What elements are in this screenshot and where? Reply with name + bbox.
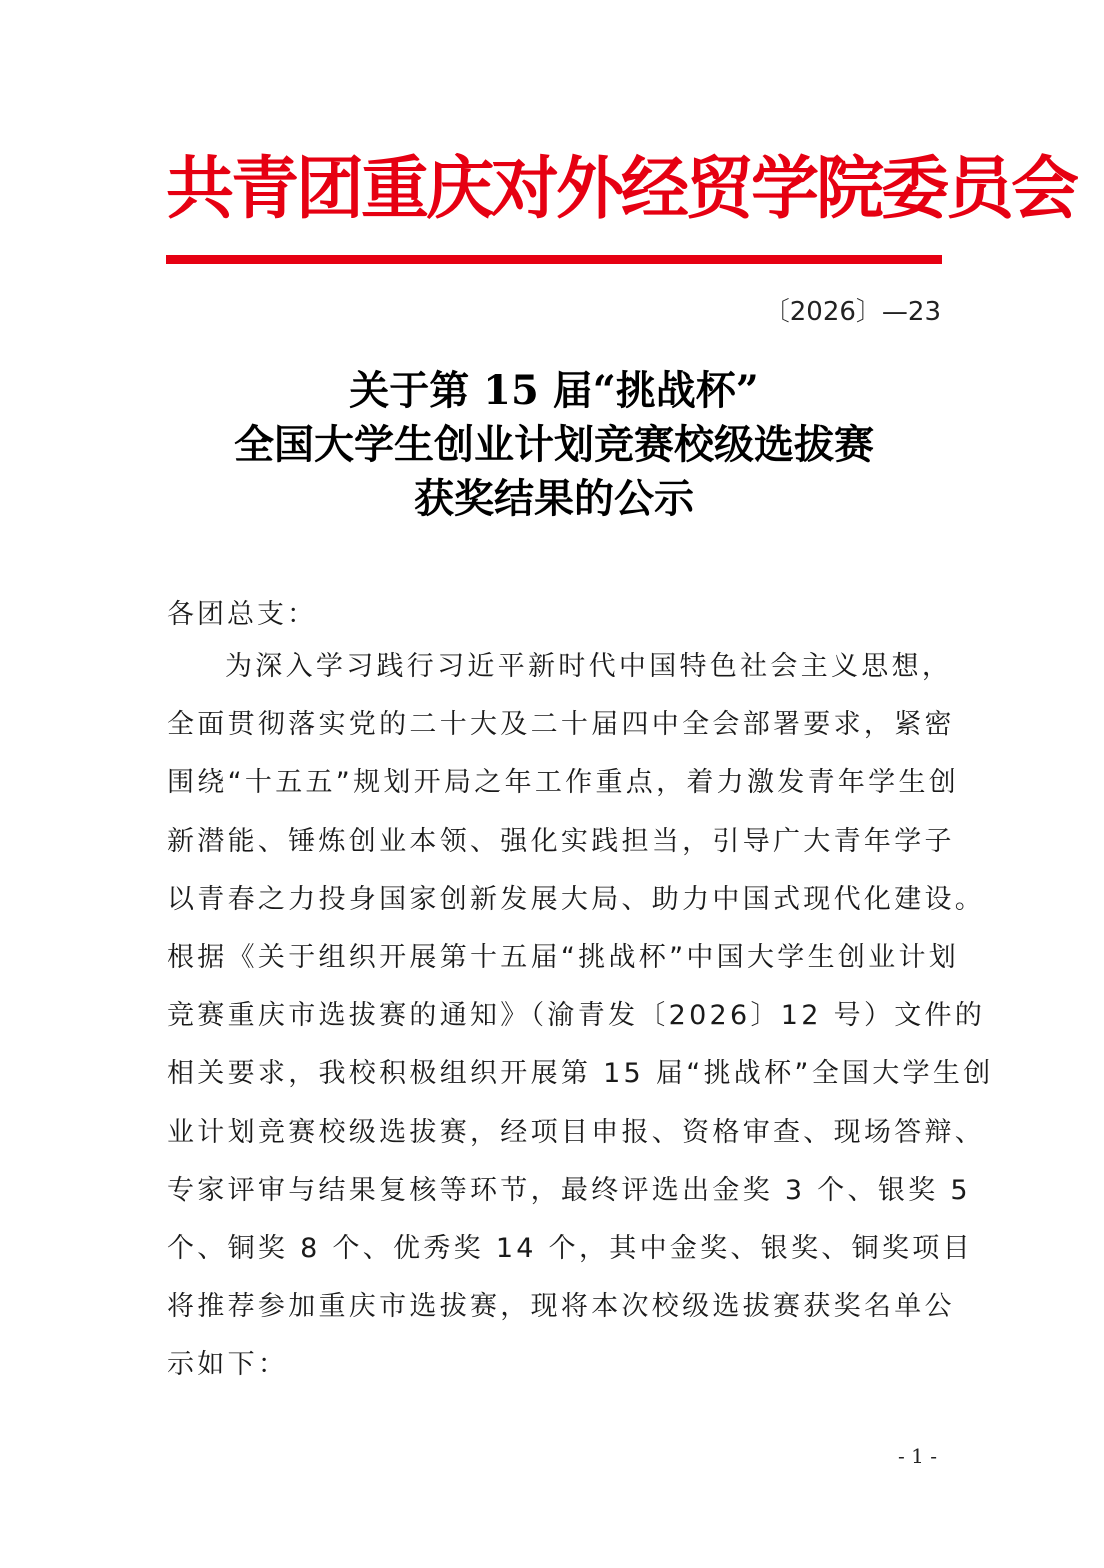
salutation: 各团总支：	[167, 599, 317, 630]
body-line: 全面贯彻落实党的二十大及二十届四中全会部署要求，紧密	[167, 709, 955, 741]
body-line: 竞赛重庆市选拔赛的通知》（渝青发〔2026〕12 号）文件的	[167, 1000, 986, 1032]
body-line: 示如下：	[167, 1349, 289, 1381]
document-title	[166, 364, 942, 526]
body-line: 新潜能、锤炼创业本领、强化实践担当，引导广大青年学子	[167, 825, 955, 857]
body-line: 围绕“十五五”规划开局之年工作重点，着力激发青年学生创	[167, 767, 960, 799]
body-line: 专家评审与结果复核等环节，最终评选出金奖 3 个、银奖 5	[167, 1174, 971, 1206]
body-paragraph	[167, 638, 994, 1394]
body-line: 业计划竞赛校级选拔赛，经项目申报、资格审查、现场答辩、	[167, 1116, 986, 1148]
title-line-1: 关于第 15 届“挑战杯”	[349, 367, 759, 414]
body-line: 将推荐参加重庆市选拔赛，现将本次校级选拔赛获奖名单公	[167, 1291, 955, 1323]
body-line: 个、铜奖 8 个、优秀奖 14 个，其中金奖、银奖、铜奖项目	[167, 1232, 973, 1264]
page-number: - 1 -	[898, 1444, 937, 1468]
title-line-2: 全国大学生创业计划竞赛校级选拔赛	[234, 421, 874, 468]
document-number: 〔2026〕—23	[763, 297, 941, 327]
organization-header: 共青团重庆对外经贸学院委员会	[166, 150, 1077, 229]
title-line-3: 获奖结果的公示	[414, 475, 694, 522]
body-line: 相关要求，我校积极组织开展第 15 届“挑战杯”全国大学生创	[167, 1058, 994, 1090]
red-divider-rule	[166, 255, 942, 264]
body-line: 以青春之力投身国家创新发展大局、助力中国式现代化建设。	[167, 883, 986, 915]
body-line: 为深入学习践行习近平新时代中国特色社会主义思想，	[225, 651, 953, 682]
body-line: 根据《关于组织开展第十五届“挑战杯”中国大学生创业计划	[167, 941, 960, 973]
